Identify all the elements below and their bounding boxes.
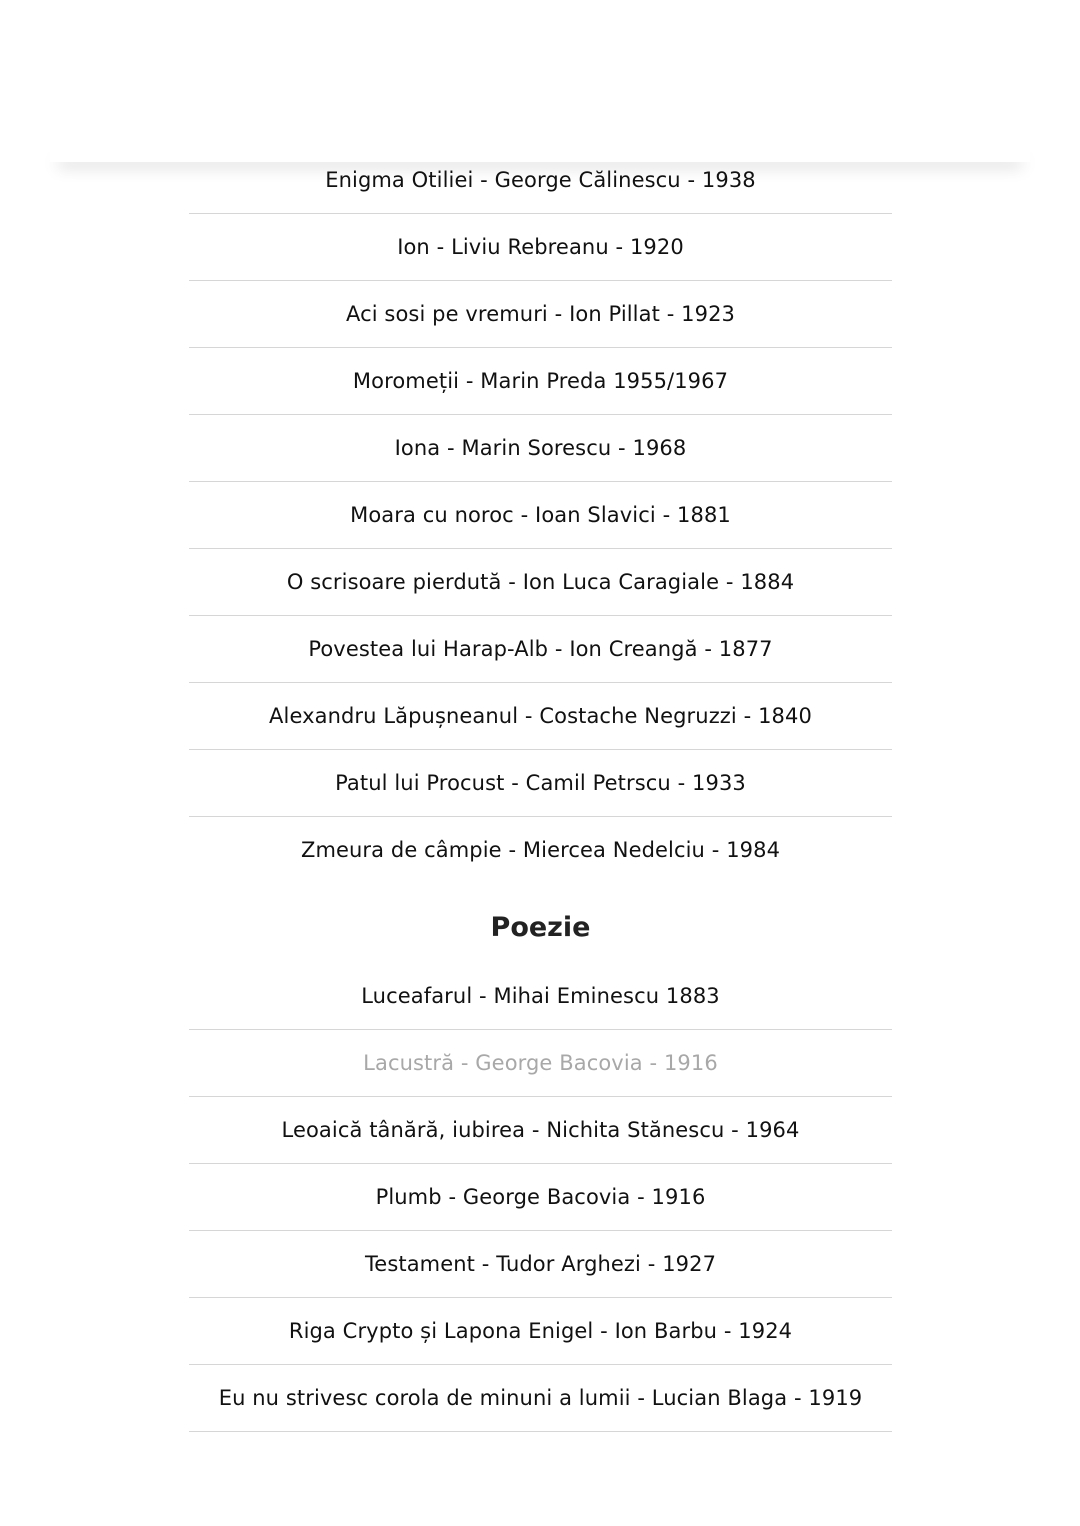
list-item[interactable]: Iona - Marin Sorescu - 1968 bbox=[189, 415, 892, 482]
list-item[interactable]: Zmeura de câmpie - Miercea Nedelciu - 1984 bbox=[300, 837, 781, 862]
list-item[interactable]: Eu nu strivesc corola de minuni a lumii - Lucian Blaga - 1919 bbox=[189, 1365, 892, 1432]
list-item[interactable]: Ion - Liviu Rebreanu - 1920 bbox=[189, 214, 892, 281]
list-item[interactable]: Alexandru Lăpușneanul - Costache Negruzzi - 1840 bbox=[189, 683, 892, 750]
prose-list bbox=[189, 147, 892, 883]
section-title-poetry: Poezie bbox=[490, 911, 591, 943]
list-item-muted[interactable]: Lacustră - George Bacovia - 1916 bbox=[189, 1030, 892, 1097]
list-item[interactable]: Aci sosi pe vremuri - Ion Pillat - 1923 bbox=[189, 281, 892, 348]
list-item[interactable]: Luceafarul - Mihai Eminescu 1883 bbox=[189, 963, 892, 1030]
list-item[interactable]: Moara cu noroc - Ioan Slavici - 1881 bbox=[189, 482, 892, 549]
list-item[interactable]: Testament - Tudor Arghezi - 1927 bbox=[189, 1231, 892, 1298]
list-item[interactable]: Enigma Otiliei - George Călinescu - 1938 bbox=[189, 147, 892, 214]
list-item[interactable]: Moromeții - Marin Preda 1955/1967 bbox=[189, 348, 892, 415]
list-item[interactable]: Patul lui Procust - Camil Petrscu - 1933 bbox=[189, 750, 892, 817]
list-item[interactable]: Leoaică tânără, iubirea - Nichita Stănescu - 1964 bbox=[189, 1097, 892, 1164]
list-item[interactable]: Plumb - George Bacovia - 1916 bbox=[189, 1164, 892, 1231]
poetry-list bbox=[189, 963, 892, 1432]
literature-list-container bbox=[189, 147, 892, 1432]
list-item[interactable]: O scrisoare pierdută - Ion Luca Caragiale - 1884 bbox=[189, 549, 892, 616]
list-item[interactable]: Povestea lui Harap-Alb - Ion Creangă - 1877 bbox=[189, 616, 892, 683]
list-item[interactable]: Riga Crypto și Lapona Enigel - Ion Barbu - 1924 bbox=[189, 1298, 892, 1365]
